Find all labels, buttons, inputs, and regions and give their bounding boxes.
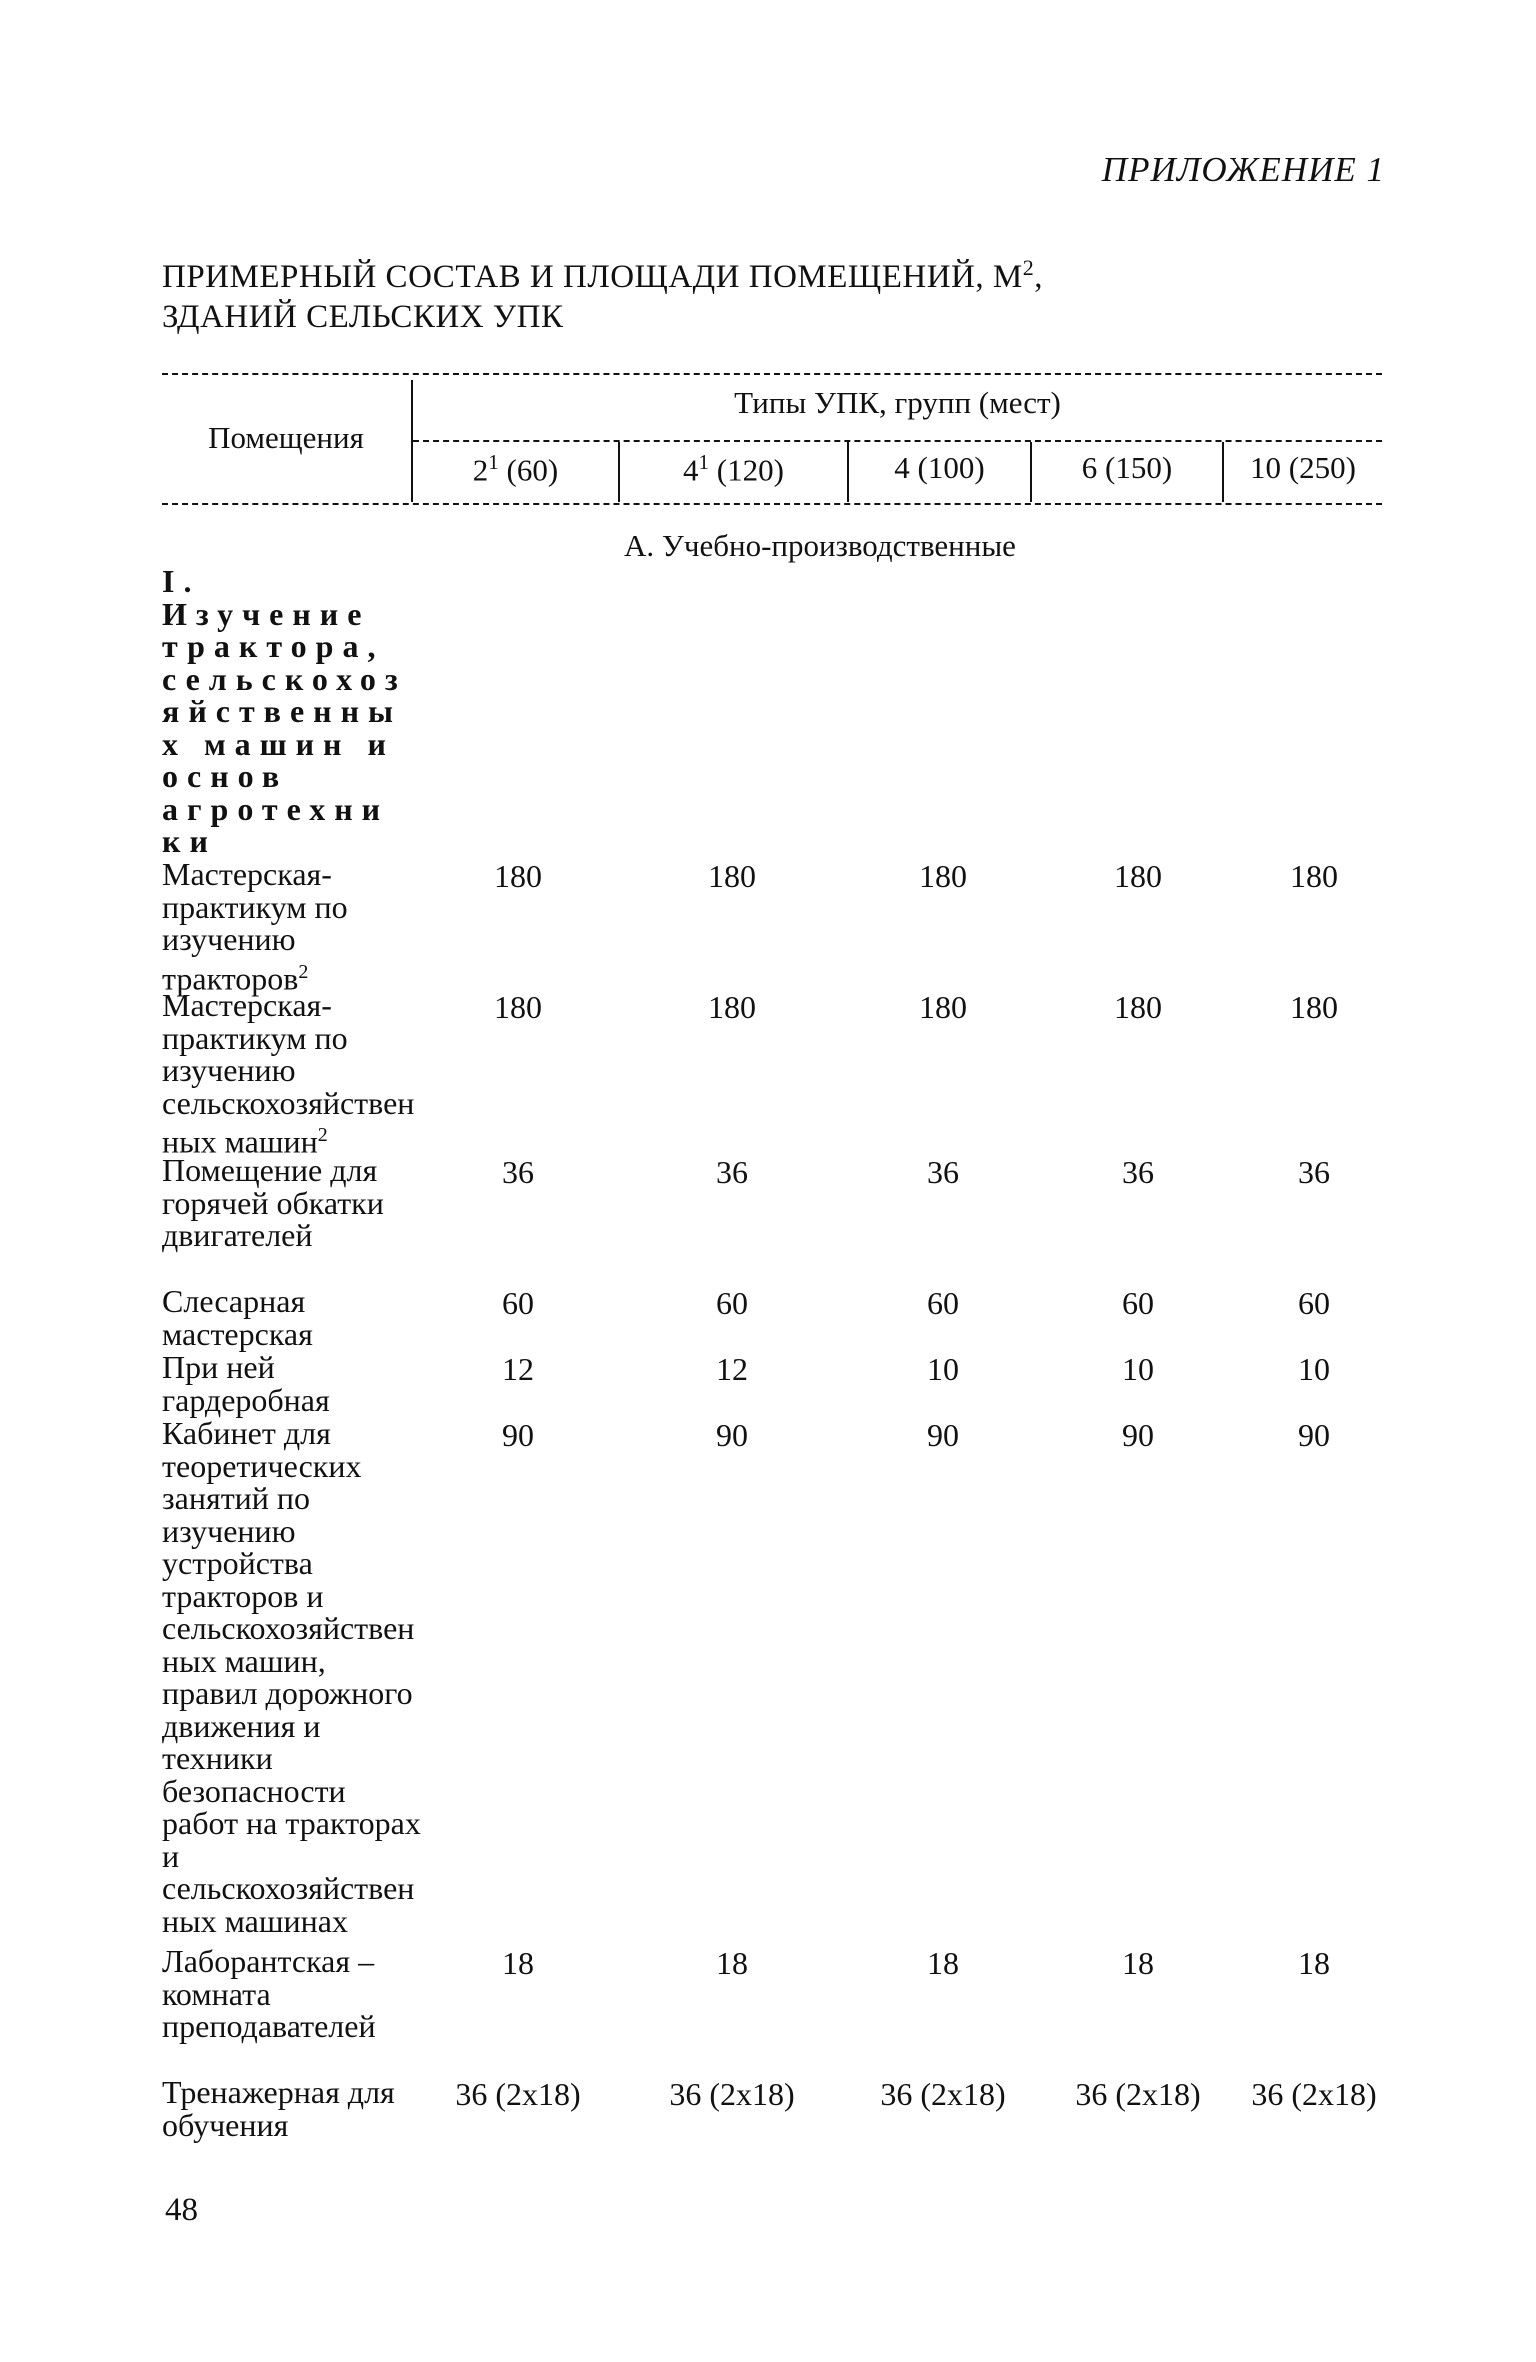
row-value-col-1: 18	[502, 1945, 534, 1981]
title-line-1: ПРИМЕРНЫЙ СОСТАВ И ПЛОЩАДИ ПОМЕЩЕНИЙ, М	[162, 259, 1023, 295]
column-header-4: 6 (150)	[1081, 450, 1173, 485]
row-value-col-1: 36 (2x18)	[455, 2076, 581, 2112]
row-name: Помещение для горячей обкатки двигателей	[162, 1152, 384, 1253]
row-name: Тренажерная для обучения	[162, 2074, 395, 2143]
row-value-col-4: 36 (2x18)	[1075, 2076, 1201, 2112]
section-heading: А. Учебно-производственные	[624, 528, 1016, 563]
header-bottom-rule	[162, 503, 1382, 505]
types-header: Типы УПК, групп (мест)	[734, 385, 1061, 420]
appendix-label: ПРИЛОЖЕНИЕ 1	[1101, 150, 1385, 189]
column-header-5: 10 (250)	[1250, 450, 1356, 485]
row-name: Мастерская-практикум по изучению сельскохозяйственных машин$^2$	[162, 987, 415, 1160]
row-value-col-5: 180	[1290, 858, 1338, 894]
row-value-col-4: 180	[1114, 858, 1162, 894]
title-line-1-end: ,	[1034, 259, 1043, 295]
row-value-col-1: 90	[502, 1417, 534, 1453]
row-value-col-2: 180	[708, 989, 756, 1025]
row-value-col-3: 36	[927, 1154, 959, 1190]
row-value-col-4: 60	[1122, 1285, 1154, 1321]
row-value-col-5: 90	[1298, 1417, 1330, 1453]
title-line-2: ЗДАНИЙ СЕЛЬСКИХ УПК	[162, 299, 564, 335]
rooms-header: Помещения	[208, 420, 364, 455]
row-value-col-4: 180	[1114, 989, 1162, 1025]
row-value-col-4: 36	[1122, 1154, 1154, 1190]
row-value-col-2: 18	[716, 1945, 748, 1981]
row-value-col-3: 60	[927, 1285, 959, 1321]
row-value-col-1: 180	[494, 989, 542, 1025]
row-name: При ней гардеробная	[162, 1349, 330, 1418]
row-value-col-1: 36	[502, 1154, 534, 1190]
row-value-col-1: 180	[494, 858, 542, 894]
row-value-col-3: 36 (2x18)	[880, 2076, 1006, 2112]
column-header-1: $2^1$ (60)	[472, 450, 559, 488]
row-value-col-5: 10	[1298, 1351, 1330, 1387]
row-value-col-3: 180	[919, 989, 967, 1025]
title-superscript: 2	[1022, 255, 1035, 280]
row-value-col-5: 36	[1298, 1154, 1330, 1190]
row-value-col-5: 180	[1290, 989, 1338, 1025]
row-value-col-3: 18	[927, 1945, 959, 1981]
page-number: 48	[165, 2192, 198, 2228]
row-value-col-3: 90	[927, 1417, 959, 1453]
row-value-col-2: 36	[716, 1154, 748, 1190]
row-value-col-4: 18	[1122, 1945, 1154, 1981]
table-top-rule	[162, 373, 1382, 375]
row-value-col-5: 18	[1298, 1945, 1330, 1981]
row-value-col-2: 12	[716, 1351, 748, 1387]
header-middle-rule	[413, 440, 1382, 442]
row-value-col-2: 60	[716, 1285, 748, 1321]
row-value-col-2: 90	[716, 1417, 748, 1453]
column-header-3: 4 (100)	[894, 450, 985, 485]
row-value-col-4: 90	[1122, 1417, 1154, 1453]
row-value-col-2: 180	[708, 858, 756, 894]
row-name: Мастерская-практикум по изучению тракторов$^2$	[162, 856, 348, 997]
group-heading: I. Изучение трактора, сельскохозяйственных машин и основ агротехники	[162, 563, 407, 859]
page-title	[162, 248, 1162, 337]
row-name: Лаборантская – комната преподавателей	[162, 1943, 376, 2044]
row-value-col-5: 60	[1298, 1285, 1330, 1321]
row-value-col-1: 12	[502, 1351, 534, 1387]
row-name: Кабинет для теоретических занятий по изучению устройства тракторов и сельскохозяйственных машин, правил дорожного движения и техники безопасности работ на тракторах и сельскохозяйственных машинах	[162, 1415, 421, 1939]
row-value-col-4: 10	[1122, 1351, 1154, 1387]
row-value-col-1: 60	[502, 1285, 534, 1321]
row-value-col-3: 180	[919, 858, 967, 894]
column-header-2: $4^1$ (120)	[683, 450, 784, 488]
row-value-col-3: 10	[927, 1351, 959, 1387]
row-name: Слесарная мастерская	[162, 1283, 313, 1352]
row-value-col-2: 36 (2x18)	[669, 2076, 795, 2112]
row-value-col-5: 36 (2x18)	[1251, 2076, 1377, 2112]
